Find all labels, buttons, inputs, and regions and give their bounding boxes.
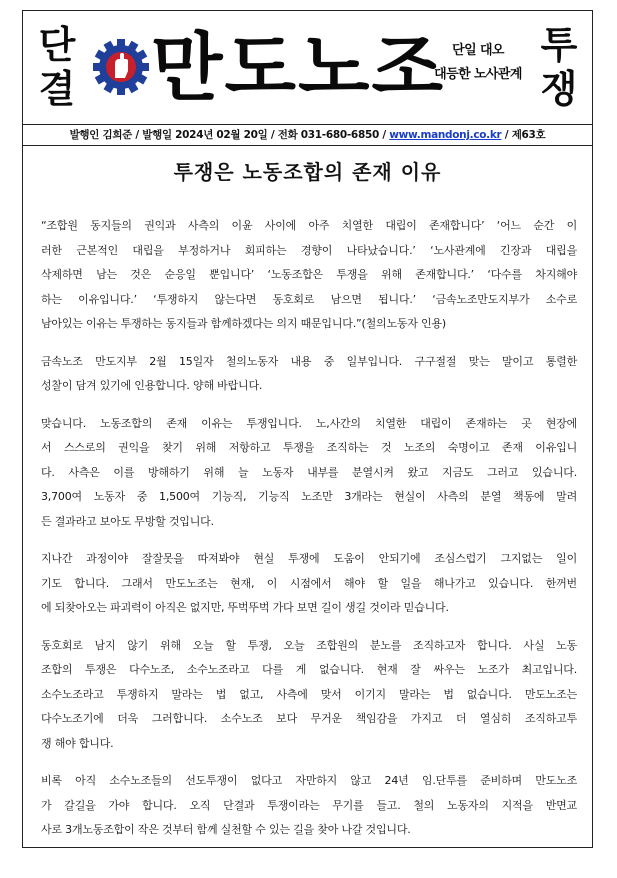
article-body	[41, 214, 577, 856]
info-separator: /	[504, 129, 509, 141]
article-paragraph	[41, 634, 577, 757]
article-paragraph	[41, 350, 577, 399]
paragraph-line: 에 되찾아오는 파괴력이 아직은 없지만, 뚜벅뚜벅 가다 보면 길이 생길 것이라 믿습니다.	[41, 601, 449, 614]
info-separator: /	[382, 129, 386, 141]
paragraph-line: 금속노조 만도지부 2월 15일자 철의노동자 내용 중 일부입니다. 구구절절 맞는 말이고 통렬한	[41, 354, 577, 368]
info-separator: /	[270, 129, 275, 141]
masthead	[23, 11, 592, 121]
article-paragraph	[41, 547, 577, 621]
paragraph-line: 조합의 투쟁은 다수노조, 소수노조라고 다를 게 없습니다. 현재 잘 싸우는 노조가 최고입니다.	[41, 663, 577, 676]
paragraph-line: 맞습니다. 노동조합의 존재 이유는 투쟁입니다. 노,사간의 치열한 대립이 존재하는 곳 현장에	[41, 416, 577, 430]
article-paragraph	[41, 214, 577, 337]
paragraph-line: 사로 3개노동조합이 작은 것부터 함께 실천할 수 있는 길을 찾아 나갈 것입니다.	[41, 823, 411, 836]
union-gear-fist-logo-icon	[89, 19, 153, 115]
article-paragraph	[41, 769, 577, 843]
publisher-name: 김희준	[102, 129, 133, 141]
paragraph-line: “조합원 동지들의 권익과 사측의 이윤 사이에 아주 치열한 대립이 존재합니다’ ‘어느 순간 이	[41, 219, 577, 232]
paragraph-line: 기도 합니다. 그래서 만도노조는 현재, 이 시점에서 해야 할 일을 해나가고 있습니다. 한꺼번	[41, 576, 577, 590]
paragraph-line: 삭제하면 남는 것은 순응일 뿐입니다’ ‘노동조합은 투쟁을 위해 존재합니다.’ ‘다수를 차지해야	[41, 268, 577, 281]
masthead-char-gyeol: 결	[38, 67, 76, 111]
article-paragraph	[41, 412, 577, 535]
paragraph-line: 하는 이유입니다.’ ‘투쟁하지 않는다면 동호회로 남으면 됩니다.’ ‘금속노조만도지부가 소수로	[41, 292, 577, 306]
issue-number: 제63호	[511, 129, 546, 141]
paragraph-line: 다수노조기에 더욱 그러합니다. 소수노조 보다 무거운 책임감을 가지고 더 열심히 조직하고투	[41, 712, 577, 725]
publication-info-bar	[23, 124, 592, 146]
article-headline: 투쟁은 노동조합의 존재 이유	[173, 160, 442, 184]
phone-label: 전화	[277, 129, 298, 141]
masthead-char-dan: 단	[38, 23, 76, 67]
paragraph-line: 서 스스로의 권익을 찾기 위해 저항하고 투쟁을 조직하는 것 노조의 숙명이고 존재 이유입니	[41, 441, 577, 454]
publisher-label: 발행인	[69, 129, 100, 141]
publish-date: 2024년 02월 20일	[175, 129, 268, 141]
phone-number: 031-680-6850	[300, 129, 379, 141]
masthead-slogan	[428, 39, 528, 87]
masthead-title: 만도노조	[151, 25, 445, 111]
paragraph-line: 러한 근본적인 대립을 부정하거나 회피하는 경향이 나타났습니다.’ ‘노사관계에 긴장과 대립을	[41, 243, 577, 257]
paragraph-line: 남아있는 이유는 투쟁하는 동지들과 함께하겠다는 의지 때문입니다.”(철의노동자 인용)	[41, 317, 446, 330]
website-link[interactable]: www.mandonj.co.kr	[389, 129, 502, 141]
slogan-line-1: 단일 대오	[452, 43, 504, 58]
paragraph-line: 3,700여 노동자 중 1,500여 기능직, 기능직 노조만 3개라는 현실이 사측의 분열 책동에 말려	[41, 490, 577, 503]
paragraph-line: 지나간 과정이야 잘잘못을 따져봐야 현실 투쟁에 도움이 안되기에 조심스럽기 그지없는 일이	[41, 552, 577, 565]
paragraph-line: 소수노조라고 투쟁하지 말라는 법 없고, 사측에 맞서 이기지 말라는 법 없습니다. 만도노조는	[41, 687, 577, 701]
paragraph-line: 쟁 해야 합니다.	[41, 736, 114, 750]
masthead-char-tu: 투	[540, 23, 578, 67]
paragraph-line: 비록 아직 소수노조들의 선도투쟁이 없다고 자만하지 않고 24년 임.단투를 준비하며 만도노조	[41, 774, 577, 787]
paragraph-line: 가 갈길을 가야 합니다. 오직 단결과 투쟁이라는 무기를 들고. 철의 노동자의 지적을 반면교	[41, 798, 577, 812]
paragraph-line: 다. 사측은 이를 방해하기 위해 늘 노동자 내부를 분열시켜 왔고 지금도 그러고 있습니다.	[41, 465, 577, 479]
slogan-line-2: 대등한 노사관계	[434, 67, 522, 82]
paragraph-line: 동호회로 남지 않기 위해 오늘 할 투쟁, 오늘 조합원의 분노를 조직하고자 합니다. 사실 노동	[41, 638, 577, 652]
date-label: 발행일	[142, 129, 172, 141]
newsletter-page	[22, 10, 593, 848]
paragraph-line: 든 결과라고 보아도 무방할 것입니다.	[41, 514, 214, 528]
masthead-char-jaeng: 쟁	[540, 67, 578, 111]
info-separator: /	[135, 129, 139, 141]
paragraph-line: 성찰이 담겨 있기에 인용합니다. 양해 바랍니다.	[41, 379, 263, 392]
